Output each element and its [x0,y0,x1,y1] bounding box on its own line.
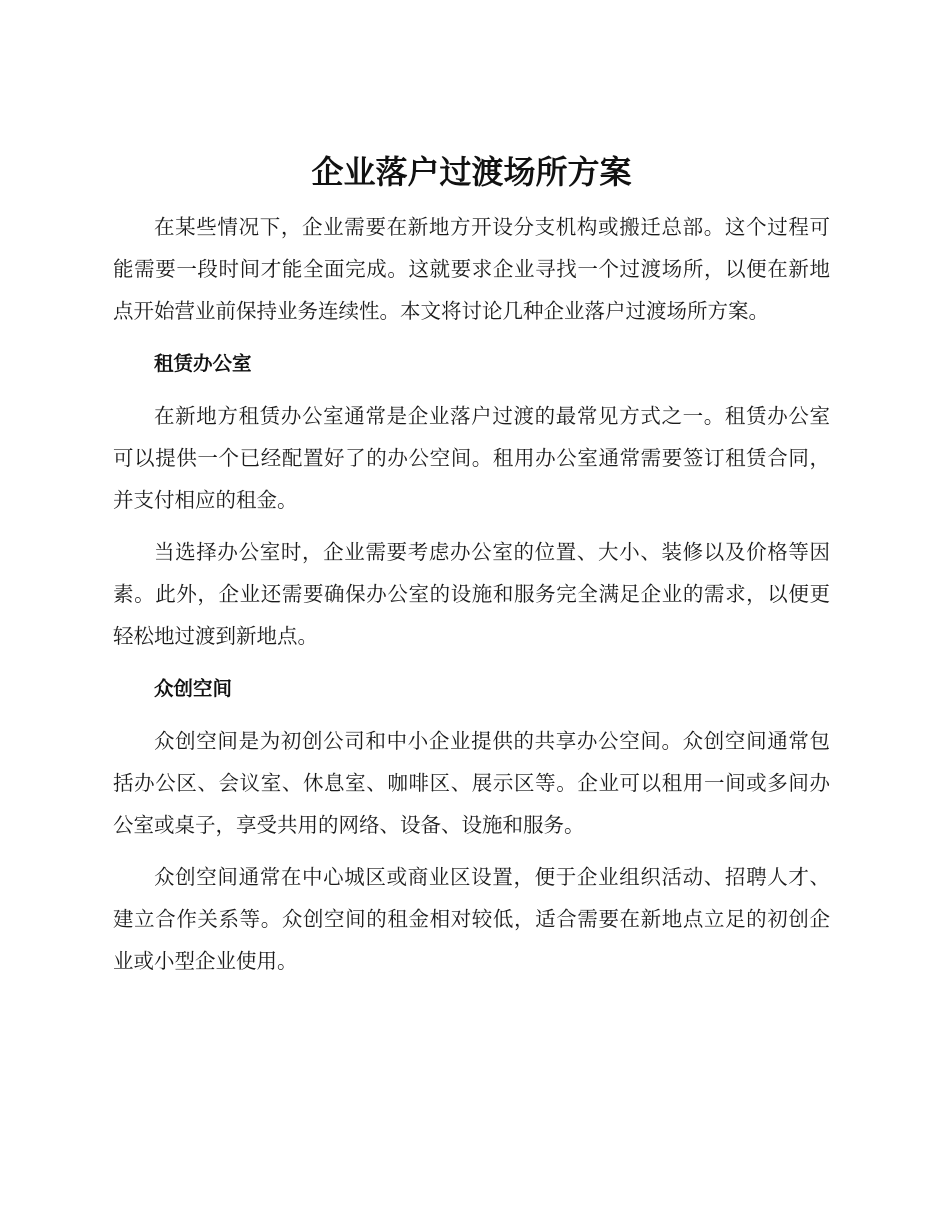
rental-office-paragraph-1: 在新地方租赁办公室通常是企业落户过渡的最常见方式之一。租赁办公室可以提供一个已经配置好了的办公空间。租用办公室通常需要签订租赁合同，并支付相应的租金。 [113,404,830,512]
section-heading-coworking-space: 众创空间 [154,677,233,700]
coworking-space-paragraph-2: 众创空间通常在中心城区或商业区设置，便于企业组织活动、招聘人才、建立合作关系等。众创空间的租金相对较低，适合需要在新地点立足的初创企业或小型企业使用。 [113,865,830,973]
coworking-space-paragraph-1: 众创空间是为初创公司和中小企业提供的共享办公空间。众创空间通常包括办公区、会议室、休息室、咖啡区、展示区等。企业可以租用一间或多间办公室或桌子，享受共用的网络、设备、设施和服务。 [113,729,830,837]
intro-paragraph: 在某些情况下，企业需要在新地方开设分支机构或搬迁总部。这个过程可能需要一段时间才能全面完成。这就要求企业寻找一个过渡场所，以便在新地点开始营业前保持业务连续性。本文将讨论几种企业落户过渡场所方案。 [113,215,830,323]
section-heading-rental-office: 租赁办公室 [154,352,252,375]
document-title: 企业落户过渡场所方案 [311,153,632,191]
rental-office-paragraph-2: 当选择办公室时，企业需要考虑办公室的位置、大小、装修以及价格等因素。此外，企业还需要确保办公室的设施和服务完全满足企业的需求，以便更轻松地过渡到新地点。 [113,540,830,648]
